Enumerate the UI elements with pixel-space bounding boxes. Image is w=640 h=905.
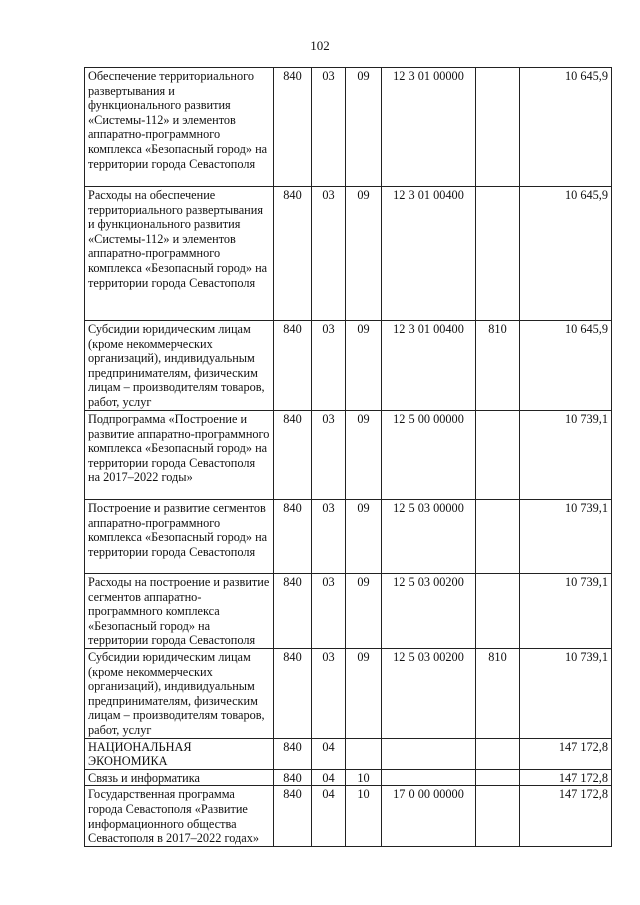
row-name: НАЦИОНАЛЬНАЯ ЭКОНОМИКА <box>85 738 274 769</box>
row-vr <box>476 738 520 769</box>
row-vr <box>476 574 520 649</box>
table-row <box>85 187 612 321</box>
row-name: Государственная программа города Севастополя «Развитие информационного общества Севастополя в 2017–2022 годах» <box>85 786 274 847</box>
budget-table <box>84 67 612 847</box>
row-vr <box>476 411 520 500</box>
row-csr: 17 0 00 00000 <box>382 786 476 847</box>
table-row <box>85 500 612 574</box>
row-name: Построение и развитие сегментов аппаратно-программного комплекса «Безопасный город» на территории города Севастополя <box>85 500 274 574</box>
row-gl: 840 <box>274 738 312 769</box>
row-rz: 03 <box>312 411 346 500</box>
row-pr <box>346 738 382 769</box>
row-vr <box>476 786 520 847</box>
row-sum: 10 645,9 <box>520 321 612 411</box>
row-name: Расходы на обеспечение территориального развертывания и функционального развития «Системы-112» и элементов аппаратно-программного комплекса «Безопасный город» на территории города Севастополя <box>85 187 274 321</box>
row-rz: 03 <box>312 500 346 574</box>
row-pr: 09 <box>346 649 382 739</box>
row-rz: 03 <box>312 574 346 649</box>
row-pr: 09 <box>346 411 382 500</box>
row-sum: 147 172,8 <box>520 769 612 786</box>
row-vr <box>476 500 520 574</box>
row-pr: 10 <box>346 769 382 786</box>
row-sum: 10 739,1 <box>520 574 612 649</box>
row-name: Субсидии юридическим лицам (кроме некоммерческих организаций), индивидуальным предпринимателям, физическим лицам – производителям товаров, работ, услуг <box>85 321 274 411</box>
row-vr: 810 <box>476 649 520 739</box>
table-row <box>85 321 612 411</box>
row-rz: 03 <box>312 649 346 739</box>
row-gl: 840 <box>274 500 312 574</box>
row-pr: 09 <box>346 68 382 187</box>
row-pr: 09 <box>346 187 382 321</box>
row-sum: 10 645,9 <box>520 68 612 187</box>
row-gl: 840 <box>274 786 312 847</box>
table-row <box>85 574 612 649</box>
row-csr: 12 3 01 00400 <box>382 187 476 321</box>
row-sum: 10 645,9 <box>520 187 612 321</box>
row-rz: 03 <box>312 187 346 321</box>
row-csr: 12 3 01 00000 <box>382 68 476 187</box>
row-pr: 09 <box>346 321 382 411</box>
row-rz: 04 <box>312 786 346 847</box>
table-row <box>85 738 612 769</box>
row-rz: 03 <box>312 68 346 187</box>
row-csr: 12 5 03 00000 <box>382 500 476 574</box>
row-rz: 04 <box>312 769 346 786</box>
row-name: Подпрограмма «Построение и развитие аппаратно-программного комплекса «Безопасный город» на территории города Севастополя на 2017–2022 годы» <box>85 411 274 500</box>
row-sum: 10 739,1 <box>520 500 612 574</box>
row-pr: 09 <box>346 574 382 649</box>
table-row <box>85 786 612 847</box>
page-number: 102 <box>310 38 330 53</box>
row-gl: 840 <box>274 68 312 187</box>
row-csr: 12 5 03 00200 <box>382 649 476 739</box>
row-vr <box>476 187 520 321</box>
row-name: Расходы на построение и развитие сегментов аппаратно-программного комплекса «Безопасный город» на территории города Севастополя <box>85 574 274 649</box>
row-csr <box>382 738 476 769</box>
row-gl: 840 <box>274 769 312 786</box>
row-pr: 09 <box>346 500 382 574</box>
row-name: Связь и информатика <box>85 769 274 786</box>
table-row <box>85 411 612 500</box>
row-csr: 12 5 03 00200 <box>382 574 476 649</box>
row-vr <box>476 68 520 187</box>
table-row <box>85 769 612 786</box>
row-rz: 03 <box>312 321 346 411</box>
row-vr <box>476 769 520 786</box>
row-rz: 04 <box>312 738 346 769</box>
row-gl: 840 <box>274 187 312 321</box>
table-row <box>85 649 612 739</box>
row-pr: 10 <box>346 786 382 847</box>
row-csr: 12 3 01 00400 <box>382 321 476 411</box>
row-gl: 840 <box>274 321 312 411</box>
table-row <box>85 68 612 187</box>
row-csr: 12 5 00 00000 <box>382 411 476 500</box>
row-sum: 10 739,1 <box>520 411 612 500</box>
row-sum: 147 172,8 <box>520 786 612 847</box>
row-vr: 810 <box>476 321 520 411</box>
row-csr <box>382 769 476 786</box>
row-name: Субсидии юридическим лицам (кроме некоммерческих организаций), индивидуальным предпринимателям, физическим лицам – производителям товаров, работ, услуг <box>85 649 274 739</box>
row-name: Обеспечение территориального развертывания и функционального развития «Системы-112» и элементов аппаратно-программного комплекса «Безопасный город» на территории города Севастополя <box>85 68 274 187</box>
row-sum: 10 739,1 <box>520 649 612 739</box>
row-sum: 147 172,8 <box>520 738 612 769</box>
row-gl: 840 <box>274 574 312 649</box>
row-gl: 840 <box>274 411 312 500</box>
row-gl: 840 <box>274 649 312 739</box>
